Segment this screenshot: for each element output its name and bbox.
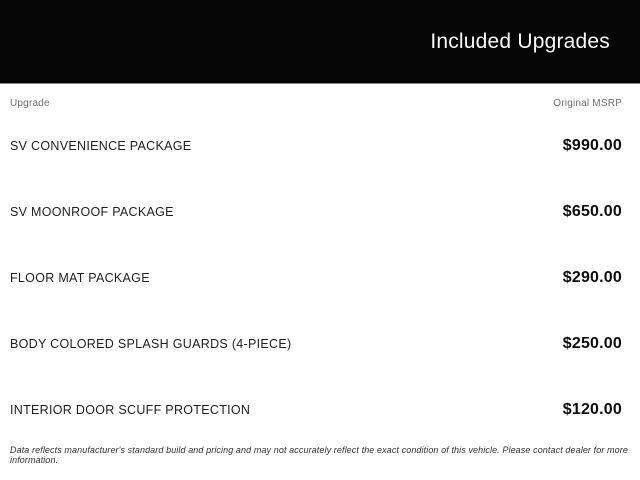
upgrade-name: SV CONVENIENCE PACKAGE xyxy=(10,139,192,153)
header-bar xyxy=(0,0,640,84)
upgrade-msrp: $250.00 xyxy=(562,335,622,352)
column-header-msrp: Original MSRP xyxy=(553,98,622,109)
table-row xyxy=(0,245,640,311)
table-row xyxy=(0,377,640,443)
upgrade-name: FLOOR MAT PACKAGE xyxy=(10,271,150,285)
table-row xyxy=(0,179,640,245)
upgrade-name: SV MOONROOF PACKAGE xyxy=(10,205,174,219)
upgrade-msrp: $290.00 xyxy=(562,269,622,286)
upgrade-list xyxy=(0,113,640,443)
page-title: Included Upgrades xyxy=(430,29,610,53)
upgrade-msrp: $650.00 xyxy=(562,203,622,220)
upgrade-msrp: $990.00 xyxy=(562,137,622,154)
table-row xyxy=(0,311,640,377)
column-header-upgrade: Upgrade xyxy=(10,98,50,109)
upgrade-name: INTERIOR DOOR SCUFF PROTECTION xyxy=(10,403,251,417)
upgrade-msrp: $120.00 xyxy=(562,401,622,418)
disclaimer-text: Data reflects manufacturer's standard build and pricing and may not accurately reflect the exact condition of this vehicle. Please contact dealer for more information. xyxy=(10,445,628,465)
table-row xyxy=(0,113,640,179)
table-header xyxy=(0,84,640,113)
upgrade-name: BODY COLORED SPLASH GUARDS (4-PIECE) xyxy=(10,337,292,351)
